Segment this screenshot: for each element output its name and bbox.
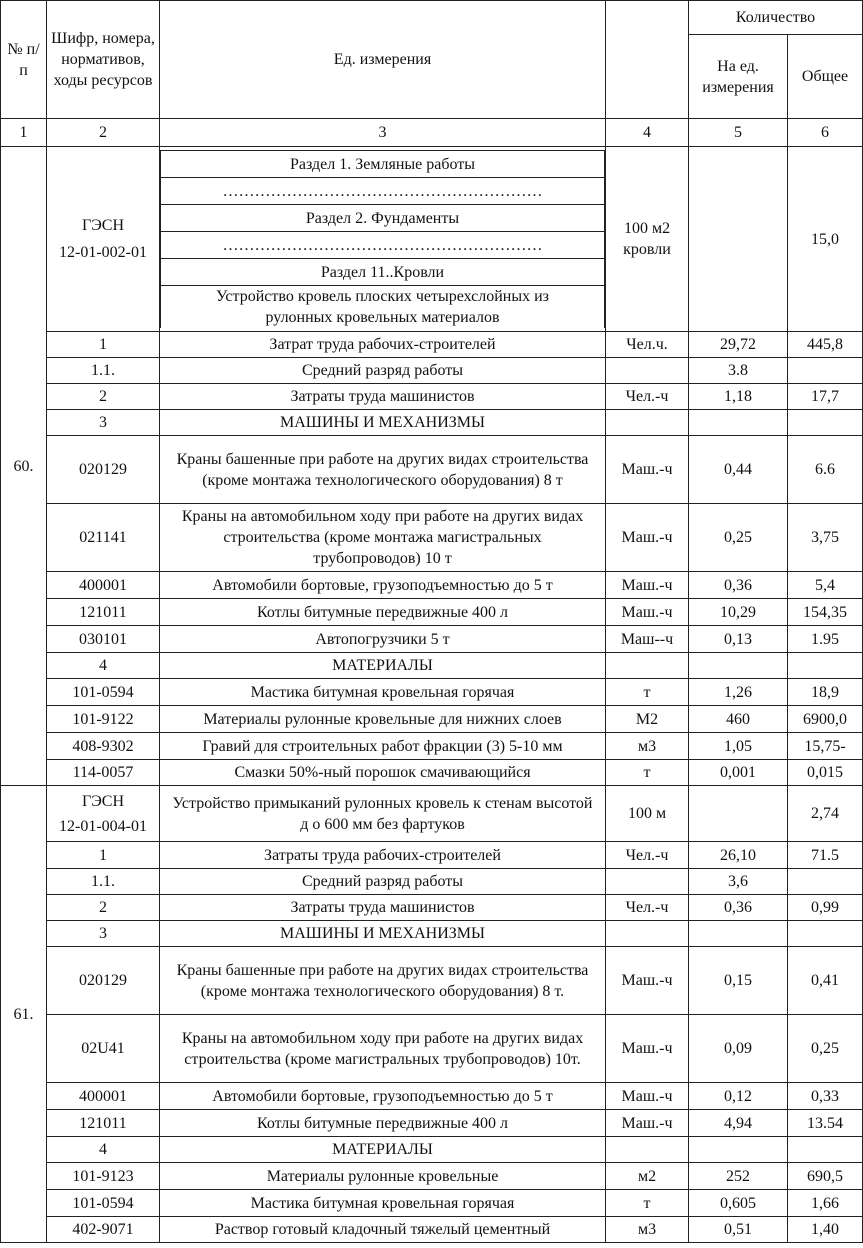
resource-code: 121011 xyxy=(47,1110,160,1137)
resource-row xyxy=(1,1015,863,1083)
code-label: ГЭСН xyxy=(81,792,125,810)
column-number-row xyxy=(1,119,863,147)
resource-total: 0,015 xyxy=(788,760,863,786)
resource-name: Раствор готовый кладочный тяжелый цементный xyxy=(160,1217,606,1243)
per-unit-cell xyxy=(689,147,788,332)
resource-row xyxy=(1,1083,863,1110)
resource-row xyxy=(1,1110,863,1137)
resource-total: 445,8 xyxy=(788,332,863,358)
resource-name: Смазки 50%-ный порошок смачивающийся xyxy=(160,760,606,786)
resource-per-unit: 3,6 xyxy=(689,869,788,895)
section-list xyxy=(160,147,606,332)
resource-unit xyxy=(606,1137,689,1163)
resource-code: 3 xyxy=(47,410,160,436)
resource-name: Краны на автомобильном ходу при работе на других видах строительства (кроме магистральных трубопроводов) 10т. xyxy=(160,1015,606,1083)
resource-row xyxy=(1,842,863,869)
resource-code: 1.1. xyxy=(47,869,160,895)
resource-total xyxy=(788,653,863,679)
resource-unit: Маш.-ч xyxy=(606,504,689,572)
resource-code: 020129 xyxy=(47,947,160,1015)
resource-name: Затраты труда машинистов xyxy=(160,895,606,921)
resource-per-unit: 0,605 xyxy=(689,1190,788,1217)
column-number: 3 xyxy=(160,119,606,147)
resource-name: Автомобили бортовые, грузоподъемностью до 5 т xyxy=(160,572,606,599)
resource-total: 0,99 xyxy=(788,895,863,921)
section-line: Раздел 11..Кровли xyxy=(161,259,605,286)
resource-unit: Маш.-ч xyxy=(606,436,689,504)
section-line: Раздел 1. Земляные работы xyxy=(161,151,605,178)
resource-total xyxy=(788,410,863,436)
resource-per-unit: 1,26 xyxy=(689,679,788,706)
resource-total: 1,40 xyxy=(788,1217,863,1243)
resource-code: 1 xyxy=(47,332,160,358)
resource-per-unit: 1,05 xyxy=(689,733,788,760)
resource-per-unit: 0,15 xyxy=(689,947,788,1015)
resource-name: МАШИНЫ И МЕХАНИЗМЫ xyxy=(160,921,606,947)
resource-name: Краны башенные при работе на других видах строительства (кроме монтажа технологического оборудования) 8 т. xyxy=(160,947,606,1015)
resource-total: 690,5 xyxy=(788,1163,863,1190)
resource-code: 2 xyxy=(47,895,160,921)
resource-row xyxy=(1,1137,863,1163)
resource-total: 71.5 xyxy=(788,842,863,869)
resource-unit: Маш.-ч xyxy=(606,1110,689,1137)
resource-total xyxy=(788,921,863,947)
resource-unit: Маш.-ч xyxy=(606,599,689,626)
resource-unit: Чел.-ч xyxy=(606,842,689,869)
resource-row xyxy=(1,384,863,410)
resource-total: 1.95 xyxy=(788,626,863,653)
resource-name: Котлы битумные передвижные 400 л xyxy=(160,1110,606,1137)
header-unit-label: Ед. измерения xyxy=(160,1,606,119)
resource-row xyxy=(1,436,863,504)
resource-code: 402-9071 xyxy=(47,1217,160,1243)
resource-unit xyxy=(606,358,689,384)
resource-per-unit: 0,25 xyxy=(689,504,788,572)
resource-unit: Маш--ч xyxy=(606,626,689,653)
resource-code: 400001 xyxy=(47,572,160,599)
resource-unit: т xyxy=(606,760,689,786)
resource-name: Автопогрузчики 5 т xyxy=(160,626,606,653)
resource-code: 101-9122 xyxy=(47,706,160,733)
resource-row xyxy=(1,1163,863,1190)
resource-per-unit: 1,18 xyxy=(689,384,788,410)
unit-cell: 100 м2 кровли xyxy=(606,147,689,332)
resource-row xyxy=(1,760,863,786)
resource-unit: Чел.ч. xyxy=(606,332,689,358)
resource-code: 2 xyxy=(47,384,160,410)
resource-name: Гравий для строительных работ фракции (3) 5-10 мм xyxy=(160,733,606,760)
resource-unit xyxy=(606,410,689,436)
resource-unit xyxy=(606,869,689,895)
total-cell: 15,0 xyxy=(788,147,863,332)
resource-total: 6900,0 xyxy=(788,706,863,733)
resource-name: МАТЕРИАЛЫ xyxy=(160,653,606,679)
resource-unit: м3 xyxy=(606,1217,689,1243)
column-number: 4 xyxy=(606,119,689,147)
resource-row xyxy=(1,1217,863,1243)
section-row xyxy=(1,786,863,842)
resource-code: 4 xyxy=(47,1137,160,1163)
resource-total xyxy=(788,358,863,384)
resource-per-unit: 0,13 xyxy=(689,626,788,653)
resource-total: 154,35 xyxy=(788,599,863,626)
resource-name: Автомобили бортовые, грузоподъемностью до 5 т xyxy=(160,1083,606,1110)
resource-name: Краны башенные при работе на других видах строительства (кроме монтажа технологического оборудования) 8 т xyxy=(160,436,606,504)
resource-total: 5,4 xyxy=(788,572,863,599)
resource-name: Затраты труда машинистов xyxy=(160,384,606,410)
resource-unit: Маш.-ч xyxy=(606,1083,689,1110)
resource-total: 15,75- xyxy=(788,733,863,760)
resource-name: Материалы рулонные кровельные xyxy=(160,1163,606,1190)
code-label: ГЭСН xyxy=(81,217,125,234)
resource-row xyxy=(1,410,863,436)
resource-total: 18,9 xyxy=(788,679,863,706)
resource-code: 1 xyxy=(47,842,160,869)
resource-per-unit: 252 xyxy=(689,1163,788,1190)
resource-row xyxy=(1,679,863,706)
resource-unit: т xyxy=(606,679,689,706)
resource-row xyxy=(1,706,863,733)
resource-unit: Маш.-ч xyxy=(606,1015,689,1083)
resource-row xyxy=(1,653,863,679)
resource-row xyxy=(1,599,863,626)
header-quantity: Количество xyxy=(689,1,863,35)
resource-per-unit xyxy=(689,410,788,436)
resource-code: 3 xyxy=(47,921,160,947)
resource-total xyxy=(788,1137,863,1163)
resource-unit: Маш.-ч xyxy=(606,572,689,599)
resource-total: 3,75 xyxy=(788,504,863,572)
resource-per-unit: 3.8 xyxy=(689,358,788,384)
header-empty xyxy=(606,1,689,119)
resource-code: 101-0594 xyxy=(47,679,160,706)
resource-per-unit xyxy=(689,921,788,947)
header-per-unit: На ед. измерения xyxy=(689,35,788,119)
per-unit-cell xyxy=(689,786,788,842)
resource-unit: Чел.-ч xyxy=(606,895,689,921)
resource-per-unit: 29,72 xyxy=(689,332,788,358)
resource-per-unit: 26,10 xyxy=(689,842,788,869)
resource-code: 4 xyxy=(47,653,160,679)
resource-row xyxy=(1,626,863,653)
resource-row xyxy=(1,572,863,599)
resource-unit: М2 xyxy=(606,706,689,733)
resource-total: 13.54 xyxy=(788,1110,863,1137)
resource-code: 101-0594 xyxy=(47,1190,160,1217)
resource-unit: м2 xyxy=(606,1163,689,1190)
column-number: 6 xyxy=(788,119,863,147)
column-number: 5 xyxy=(689,119,788,147)
total-cell: 2,74 xyxy=(788,786,863,842)
header-row xyxy=(1,1,863,35)
section-line: …………………………………………………… xyxy=(161,178,605,205)
resource-name: Мастика битумная кровельная горячая xyxy=(160,1190,606,1217)
resource-row xyxy=(1,869,863,895)
resource-name: Краны на автомобильном ходу при работе на других видах строительства (кроме монтажа магистральных трубопроводов) 10 т xyxy=(160,504,606,572)
resource-name: Мастика битумная кровельная горячая xyxy=(160,679,606,706)
resource-name: Средний разряд работы xyxy=(160,869,606,895)
resource-code: 114-0057 xyxy=(47,760,160,786)
resource-row xyxy=(1,332,863,358)
resource-code: 101-9123 xyxy=(47,1163,160,1190)
resource-row xyxy=(1,921,863,947)
resource-per-unit: 4,94 xyxy=(689,1110,788,1137)
header-no: № п/п xyxy=(1,1,47,119)
header-code: Шифр, номера, нормативов, ходы ресурсов xyxy=(47,1,160,119)
resource-per-unit: 460 xyxy=(689,706,788,733)
resource-per-unit: 0,44 xyxy=(689,436,788,504)
resource-row xyxy=(1,947,863,1015)
resource-code: 030101 xyxy=(47,626,160,653)
column-number: 2 xyxy=(47,119,160,147)
resource-per-unit: 10,29 xyxy=(689,599,788,626)
work-title: Устройство примыканий рулонных кровель к стенам высотой д о 600 мм без фартуков xyxy=(160,786,606,842)
resource-per-unit: 0,36 xyxy=(689,572,788,599)
code-value: 12-01-002-01 xyxy=(59,244,147,261)
resource-total: 17,7 xyxy=(788,384,863,410)
resource-row xyxy=(1,504,863,572)
resource-per-unit: 0,001 xyxy=(689,760,788,786)
resource-unit xyxy=(606,653,689,679)
resource-per-unit: 0,36 xyxy=(689,895,788,921)
resource-row xyxy=(1,1190,863,1217)
section-line: Устройство кровель плоских четырехслойных из рулонных кровельных материалов xyxy=(161,286,605,329)
resource-name: МАШИНЫ И МЕХАНИЗМЫ xyxy=(160,410,606,436)
resource-code: 408-9302 xyxy=(47,733,160,760)
section-line: …………………………………………………… xyxy=(161,232,605,259)
resource-name: Затрат труда рабочих-строителей xyxy=(160,332,606,358)
resource-row xyxy=(1,358,863,384)
resource-unit: Маш.-ч xyxy=(606,947,689,1015)
resource-unit: м3 xyxy=(606,733,689,760)
resource-per-unit: 0,51 xyxy=(689,1217,788,1243)
resource-total: 0,25 xyxy=(788,1015,863,1083)
code-cell xyxy=(47,786,160,842)
code-value: 12-01-004-01 xyxy=(59,817,147,835)
resource-total xyxy=(788,869,863,895)
resource-code: 121011 xyxy=(47,599,160,626)
resource-name: Котлы битумные передвижные 400 л xyxy=(160,599,606,626)
resource-unit xyxy=(606,921,689,947)
unit-cell: 100 м xyxy=(606,786,689,842)
resource-total: 6.6 xyxy=(788,436,863,504)
resource-total: 0,33 xyxy=(788,1083,863,1110)
header-total: Общее xyxy=(788,35,863,119)
resource-row xyxy=(1,895,863,921)
column-number: 1 xyxy=(1,119,47,147)
code-cell xyxy=(47,147,160,332)
resource-code: 400001 xyxy=(47,1083,160,1110)
resource-code: 020129 xyxy=(47,436,160,504)
item-number: 61. xyxy=(1,786,47,1243)
resource-total: 0,41 xyxy=(788,947,863,1015)
section-row xyxy=(1,147,863,332)
resource-per-unit: 0,09 xyxy=(689,1015,788,1083)
resource-unit: т xyxy=(606,1190,689,1217)
resource-name: МАТЕРИАЛЫ xyxy=(160,1137,606,1163)
resource-per-unit xyxy=(689,1137,788,1163)
resource-name: Затраты труда рабочих-строителей xyxy=(160,842,606,869)
section-line: Раздел 2. Фундаменты xyxy=(161,205,605,232)
resource-code: 02U41 xyxy=(47,1015,160,1083)
resource-name: Материалы рулонные кровельные для нижних слоев xyxy=(160,706,606,733)
resource-total: 1,66 xyxy=(788,1190,863,1217)
resource-name: Средний разряд работы xyxy=(160,358,606,384)
resource-code: 1.1. xyxy=(47,358,160,384)
resource-per-unit xyxy=(689,653,788,679)
resource-unit: Чел.-ч xyxy=(606,384,689,410)
item-number: 60. xyxy=(1,147,47,786)
resource-row xyxy=(1,733,863,760)
resource-per-unit: 0,12 xyxy=(689,1083,788,1110)
resource-code: 021141 xyxy=(47,504,160,572)
